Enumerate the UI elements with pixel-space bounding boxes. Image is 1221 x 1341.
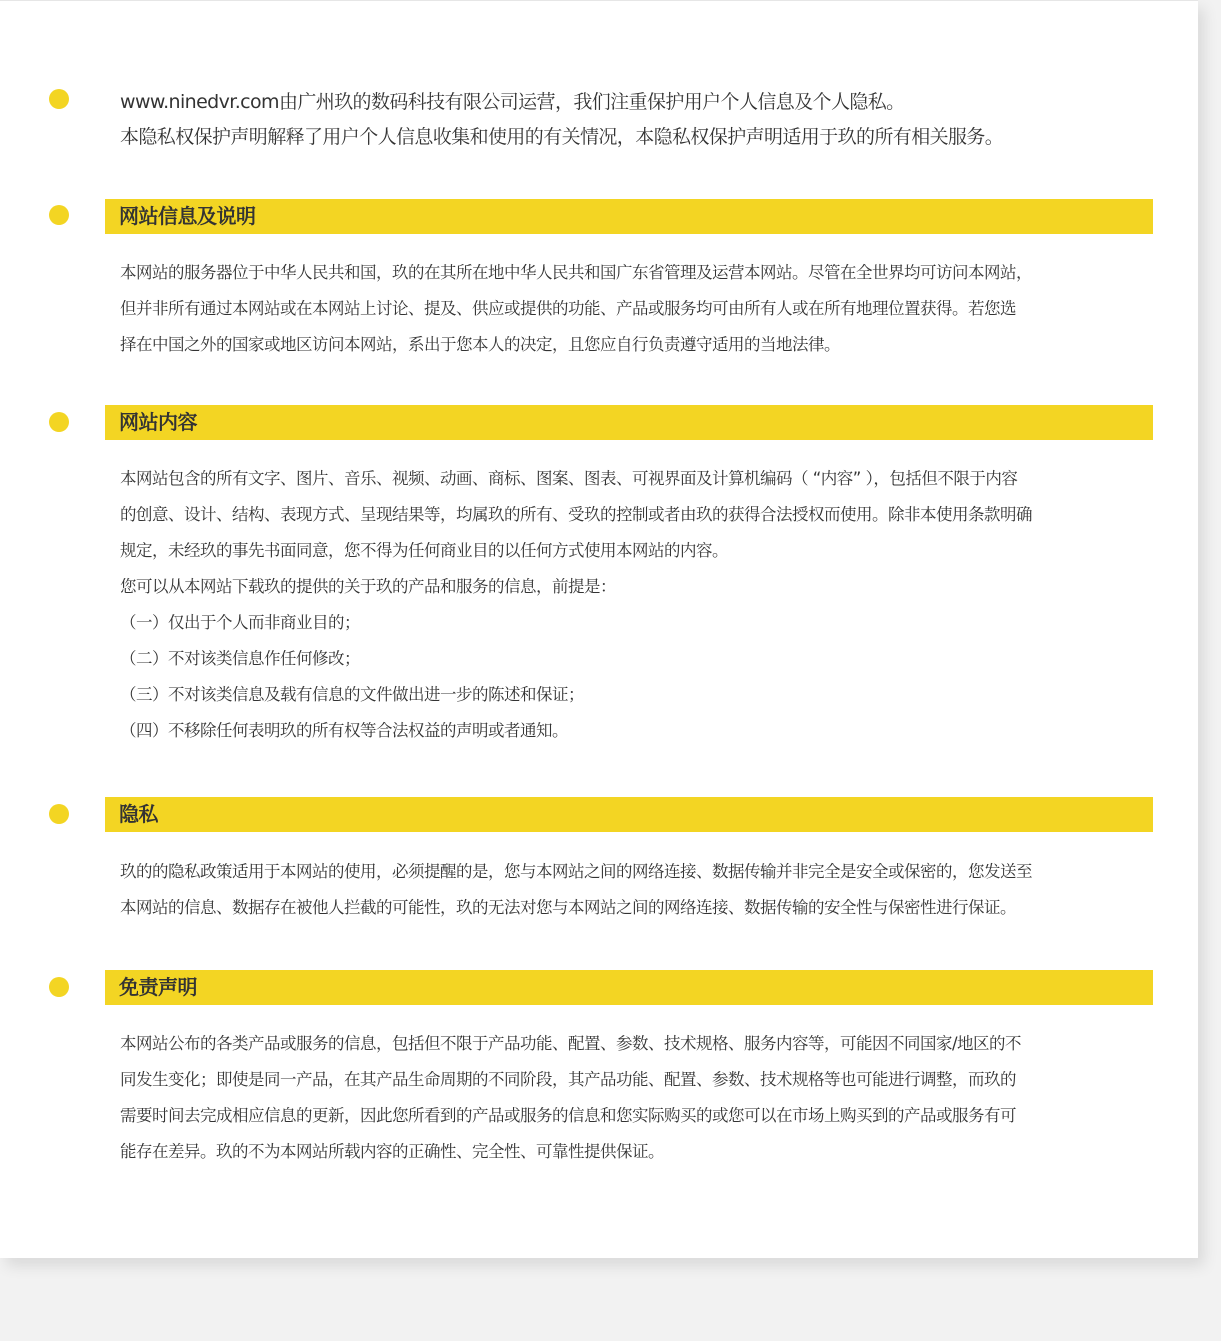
section-bullet-dot xyxy=(49,205,69,225)
intro-line: www.ninedvr.com由广州玖的数码科技有限公司运营，我们注重保护用户个人信息及个人隐私。 xyxy=(120,91,905,113)
section-body-privacy xyxy=(120,854,1160,926)
paragraph-line: 的创意、设计、结构、表现方式、呈现结果等，均属玖的所有、受玖的控制或者由玖的获得合法授权而使用。除非本使用条款明确 xyxy=(120,505,1032,524)
section-body-website-content xyxy=(120,461,1160,749)
section-body-disclaimer xyxy=(120,1026,1160,1170)
list-item: （三）不对该类信息及载有信息的文件做出进一步的陈述和保证； xyxy=(120,685,584,704)
intro-line: 本隐私权保护声明解释了用户个人信息收集和使用的有关情况，本隐私权保护声明适用于玖的所有相关服务。 xyxy=(120,126,1004,148)
section-bullet-dot xyxy=(49,977,69,997)
paragraph-line: 需要时间去完成相应信息的更新，因此您所看到的产品或服务的信息和您实际购买的或您可以在市场上购买到的产品或服务有可 xyxy=(120,1106,1016,1125)
paragraph-line: 本网站包含的所有文字、图片、音乐、视频、动画、商标、图案、图表、可视界面及计算机编码（ “内容” ），包括但不限于内容 xyxy=(120,469,1018,488)
paragraph-line: 同发生变化；即使是同一产品，在其产品生命周期的不同阶段，其产品功能、配置、参数、技术规格等也可能进行调整，而玖的 xyxy=(120,1070,1016,1089)
section-title: 网站信息及说明 xyxy=(119,204,256,228)
section-body-website-info xyxy=(120,255,1160,363)
paragraph-line: 能存在差异。玖的不为本网站所载内容的正确性、完全性、可靠性提供保证。 xyxy=(120,1142,664,1161)
section-header-privacy xyxy=(105,797,1153,832)
section-header-website-content xyxy=(105,405,1153,440)
list-item: （一）仅出于个人而非商业目的； xyxy=(120,613,360,632)
list-item: （二）不对该类信息作任何修改； xyxy=(120,649,360,668)
paragraph-line: 规定，未经玖的事先书面同意，您不得为任何商业目的以任何方式使用本网站的内容。 xyxy=(120,541,728,560)
section-title: 免责声明 xyxy=(119,975,197,999)
paragraph-line: 本网站公布的各类产品或服务的信息，包括但不限于产品功能、配置、参数、技术规格、服务内容等，可能因不同国家/地区的不 xyxy=(120,1034,1022,1053)
section-header-website-info xyxy=(105,199,1153,234)
intro-text xyxy=(120,85,1190,155)
paragraph-line: 本网站的信息、数据存在被他人拦截的可能性，玖的无法对您与本网站之间的网络连接、数据传输的安全性与保密性进行保证。 xyxy=(120,898,1016,917)
intro-bullet-dot xyxy=(49,89,69,109)
paragraph-line: 您可以从本网站下载玖的提供的关于玖的产品和服务的信息，前提是： xyxy=(120,577,616,596)
paragraph-line: 但并非所有通过本网站或在本网站上讨论、提及、供应或提供的功能、产品或服务均可由所有人或在所有地理位置获得。若您选 xyxy=(120,299,1016,318)
section-bullet-dot xyxy=(49,804,69,824)
section-title: 隐私 xyxy=(119,802,158,826)
section-header-disclaimer xyxy=(105,970,1153,1005)
section-title: 网站内容 xyxy=(119,410,197,434)
section-bullet-dot xyxy=(49,412,69,432)
paragraph-line: 本网站的服务器位于中华人民共和国，玖的在其所在地中华人民共和国广东省管理及运营本网站。尽管在全世界均可访问本网站， xyxy=(120,263,1032,282)
list-item: （四）不移除任何表明玖的所有权等合法权益的声明或者通知。 xyxy=(120,721,568,740)
paragraph-line: 玖的的隐私政策适用于本网站的使用，必须提醒的是，您与本网站之间的网络连接、数据传输并非完全是安全或保密的，您发送至 xyxy=(120,862,1032,881)
paragraph-line: 择在中国之外的国家或地区访问本网站，系出于您本人的决定，且您应自行负责遵守适用的当地法律。 xyxy=(120,335,840,354)
